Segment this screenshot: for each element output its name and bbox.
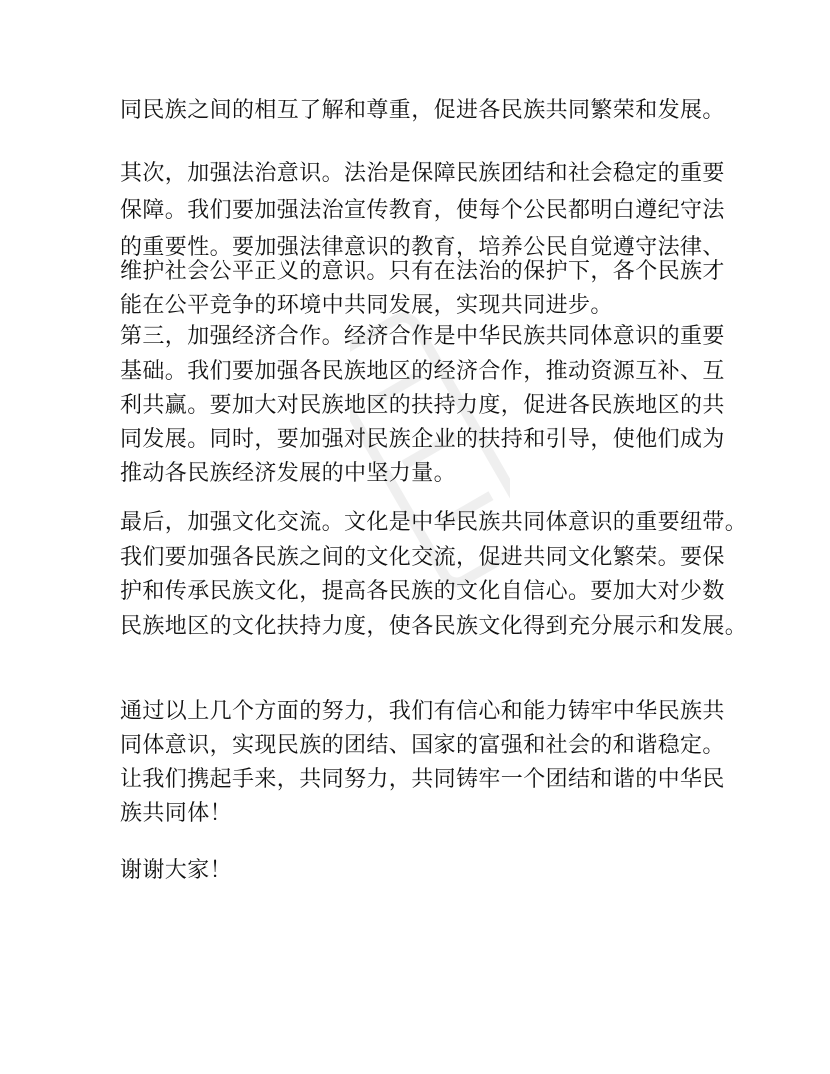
paragraph-2-line-1: 其次，加强法治意识。法治是保障民族团结和社会稳定的重要 (120, 161, 725, 186)
paragraph-2-line-3: 的重要性。要加强法律意识的教育，培养公民自觉遵守法律、 (120, 235, 725, 260)
paragraph-3-line-5: 推动各民族经济发展的中坚力量。 (120, 461, 457, 486)
paragraph-2-line-5: 能在公平竞争的环境中共同发展，实现共同进步。 (120, 293, 613, 318)
paragraph-3-line-3: 利共赢。要加大对民族地区的扶持力度，促进各民族地区的共 (120, 393, 725, 418)
paragraph-3-line-1: 第三，加强经济合作。经济合作是中华民族共同体意识的重要 (120, 324, 725, 349)
paragraph-5-line-1: 通过以上几个方面的努力，我们有信心和能力铸牢中华民族共 (120, 699, 725, 724)
paragraph-5-line-4: 族共同体！ (120, 801, 233, 826)
paragraph-4-line-3: 护和传承民族文化，提高各民族的文化自信心。要加大对少数 (120, 579, 725, 604)
paragraph-5-line-2: 同体意识，实现民族的团结、国家的富强和社会的和谐稳定。 (120, 733, 725, 758)
paragraph-3-line-2: 基础。我们要加强各民族地区的经济合作，推动资源互补、互 (120, 359, 725, 384)
paragraph-6-line-1: 谢谢大家！ (120, 858, 233, 883)
paragraph-2-line-2: 保障。我们要加强法治宣传教育，使每个公民都明白遵纪守法 (120, 198, 725, 223)
paragraph-4-line-1: 最后，加强文化交流。文化是中华民族共同体意识的重要纽带。 (120, 510, 748, 535)
paragraph-4-line-2: 我们要加强各民族之间的文化交流，促进共同文化繁荣。要保 (120, 545, 725, 570)
paragraph-5-line-3: 让我们携起手来，共同努力，共同铸牢一个团结和谐的中华民 (120, 767, 725, 792)
paragraph-3-line-4: 同发展。同时，要加强对民族企业的扶持和引导，使他们成为 (120, 427, 725, 452)
paragraph-1-line-1: 同民族之间的相互了解和尊重，促进各民族共同繁荣和发展。 (120, 98, 725, 123)
paragraph-4-line-4: 民族地区的文化扶持力度，使各民族文化得到充分展示和发展。 (120, 614, 748, 639)
paragraph-2-line-4: 维护社会公平正义的意识。只有在法治的保护下，各个民族才 (120, 259, 725, 284)
